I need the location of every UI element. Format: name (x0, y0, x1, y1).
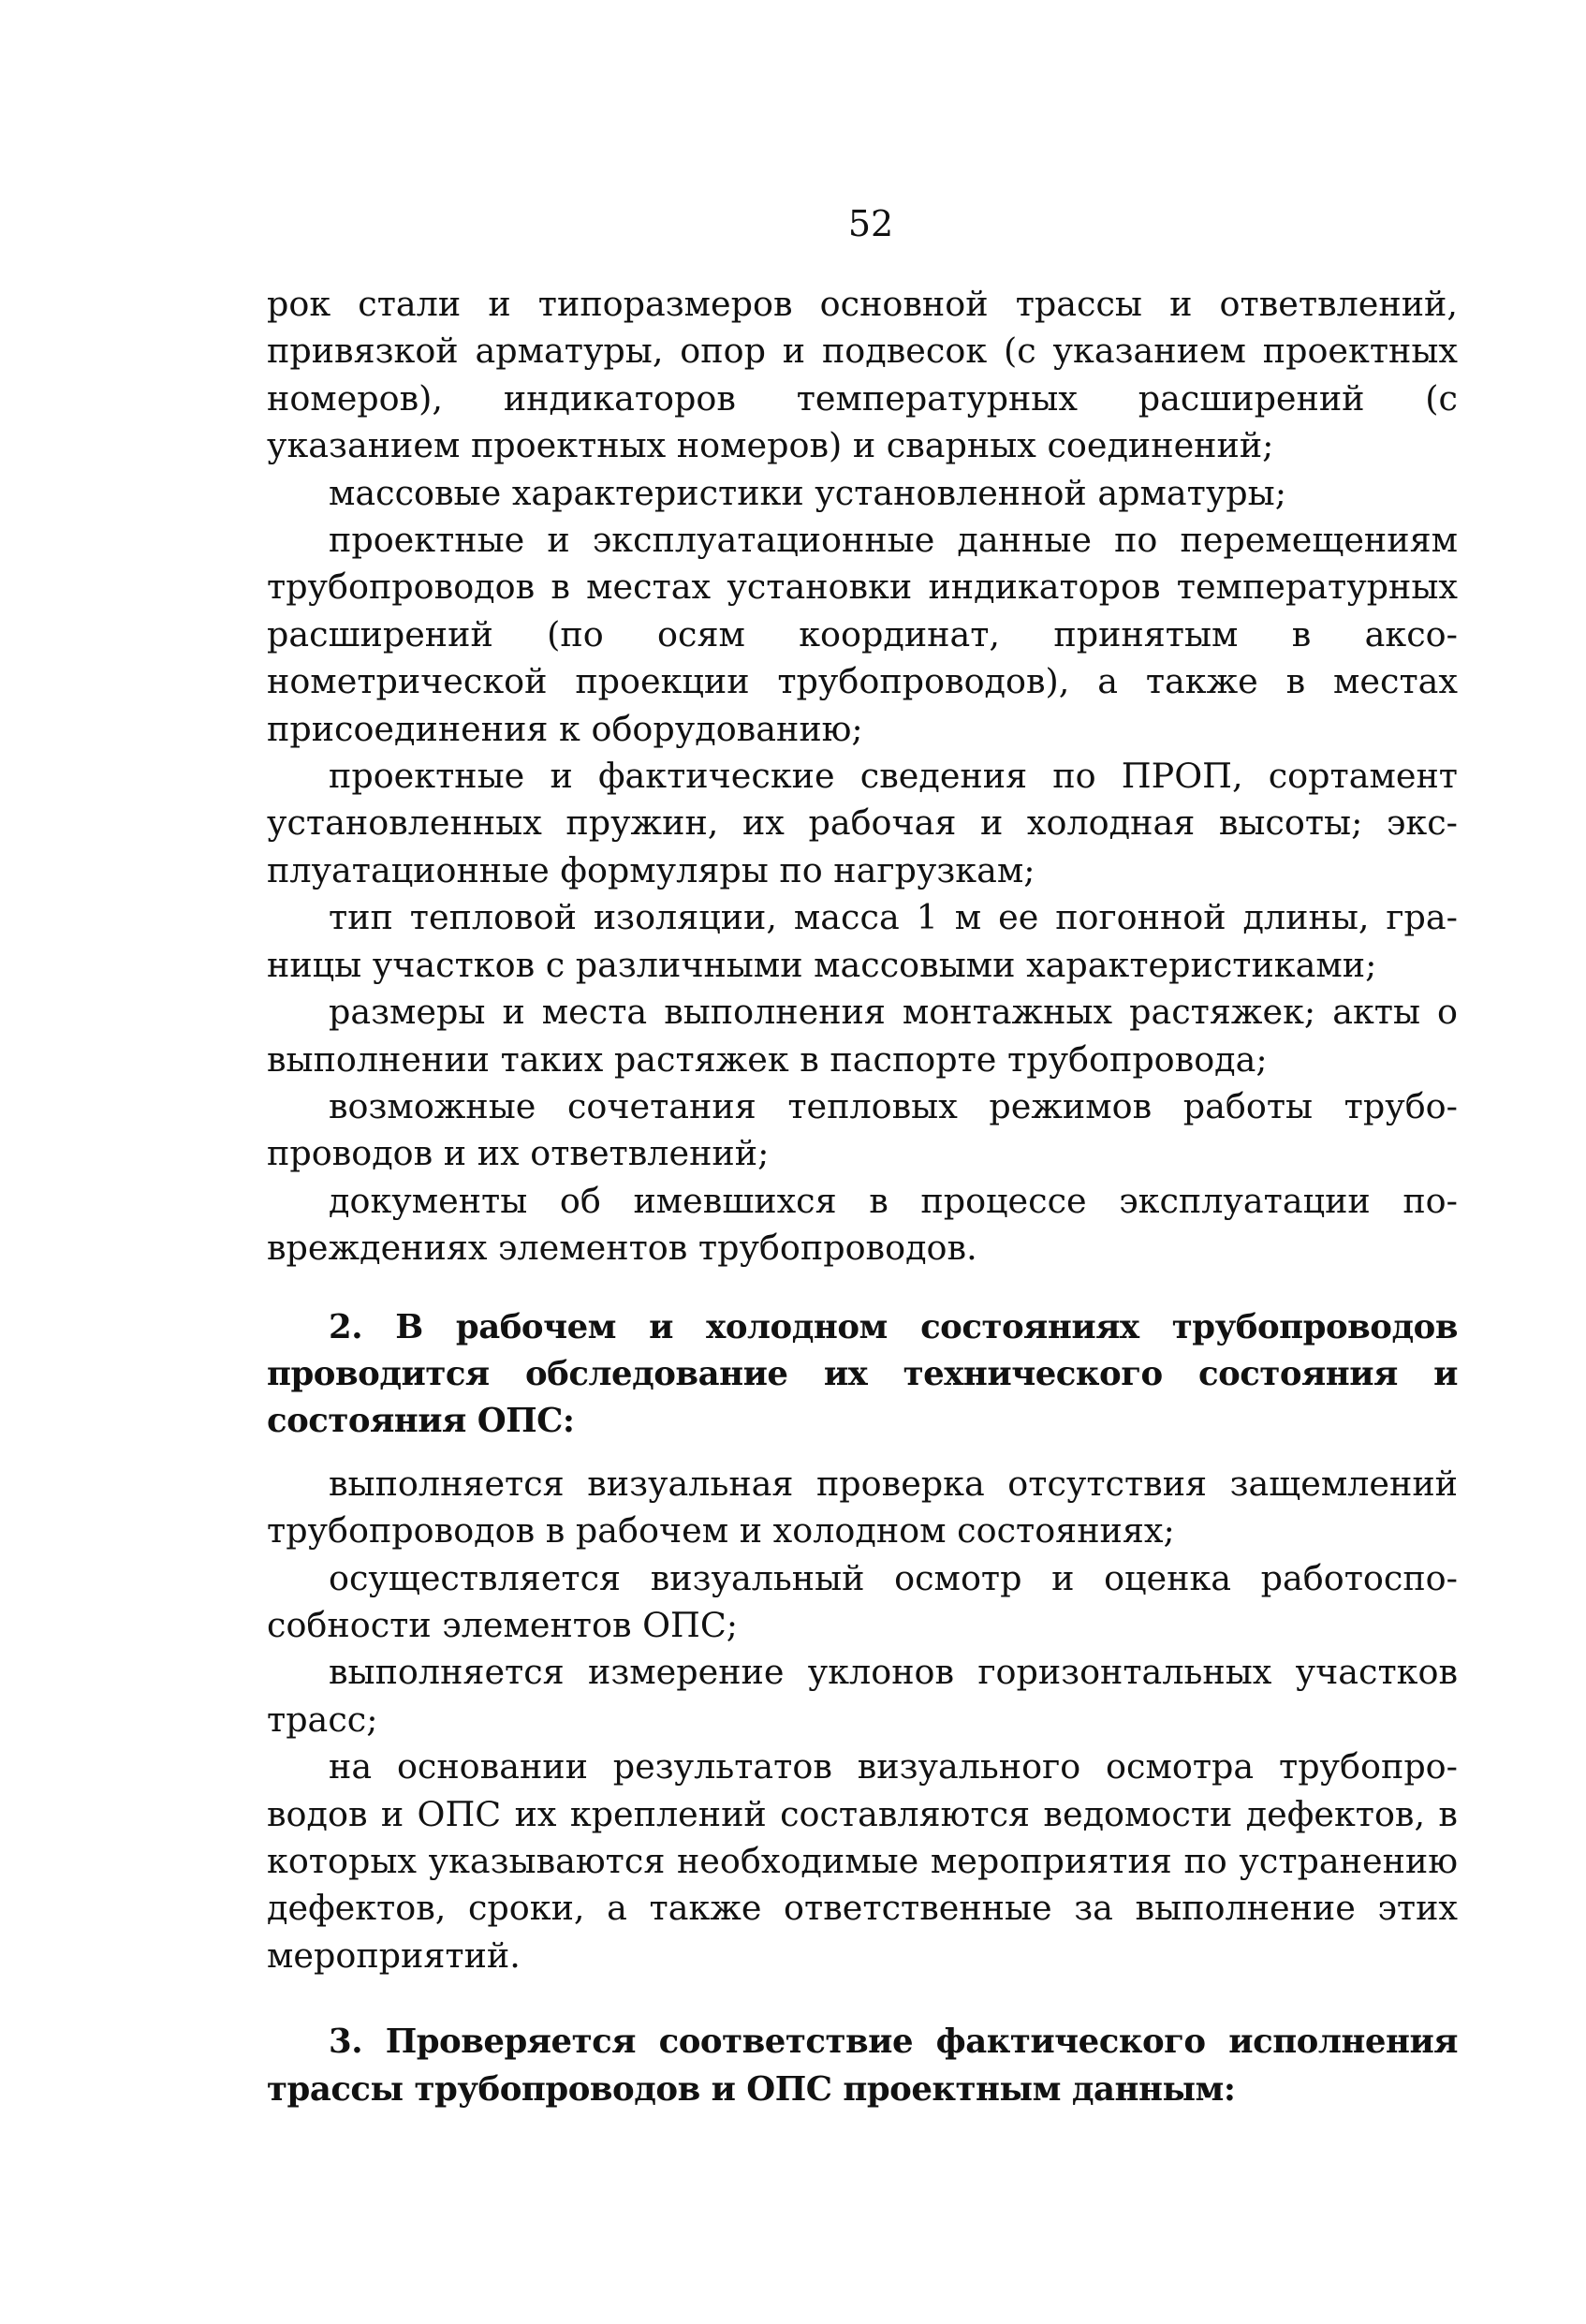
paragraph-thermal-modes: возможные сочетания тепловых режимов работы трубопроводов и их ответвлений; (267, 1085, 1458, 1174)
paragraph-mounting-stretches: размеры и места выполнения монтажных растяжек; акты о выполнении таких растяжек в паспорте трубопровода; (267, 992, 1458, 1080)
paragraph-insulation-type: тип тепловой изоляции, масса 1 м ее погонной длины, границы участков с различными массовыми характеристиками; (267, 897, 1458, 985)
section-2-heading: 2. В рабочем и холодном состояниях трубопроводов проводится обследование их технического состояния и состояния ОПС: (267, 1307, 1458, 1441)
section-3-heading: 3. Проверяется соответствие фактического исполнения трассы трубопроводов и ОПС проектным данным: (267, 2022, 1458, 2109)
section-2-item: выполняется визуальная проверка отсутствия защемлений трубопроводов в рабочем и холодном состояниях; (267, 1463, 1458, 1552)
page-body (267, 281, 1458, 2128)
paragraph-prop-data: проектные и фактические сведения по ПРОП, сортамент установленных пружин, их рабочая и холодная высоты; эксплуатационные формуляры по нагрузкам; (267, 756, 1458, 890)
section-2-item: на основании результатов визуального осмотра трубопроводов и ОПС их креплений составляются ведомости дефектов, в которых указываются необходимые мероприятия по устранению дефектов, сроки, а также ответственные за выполнение этих мероприятий. (267, 1746, 1458, 1976)
page-number: 52 (847, 203, 894, 244)
paragraph-mass-characteristics: массовые характеристики установленной арматуры; (329, 472, 1287, 513)
paragraph-continuation: рок стали и типоразмеров основной трассы и ответвлений, привязкой арматуры, опор и подвесок (с указанием проектных номеров), индикаторов температурных расширений (с указанием проектных номеров) и сварных соединений; (267, 284, 1458, 466)
paragraph-damage-documents: документы об имевшихся в процессе эксплуатации повреждениях элементов трубопроводов. (267, 1180, 1458, 1269)
section-2-item: осуществляется визуальный осмотр и оценка работоспособности элементов ОПС; (267, 1557, 1458, 1645)
section-2-item: выполняется измерение уклонов горизонтальных участков трасс; (267, 1652, 1458, 1740)
paragraph-displacement-data: проектные и эксплуатационные данные по перемещениям трубопроводов в местах установки индикаторов температурных расширений (по осям координат, принятым в аксонометрической проекции трубопроводов), а также в местах присоединения к оборудованию; (267, 520, 1458, 749)
